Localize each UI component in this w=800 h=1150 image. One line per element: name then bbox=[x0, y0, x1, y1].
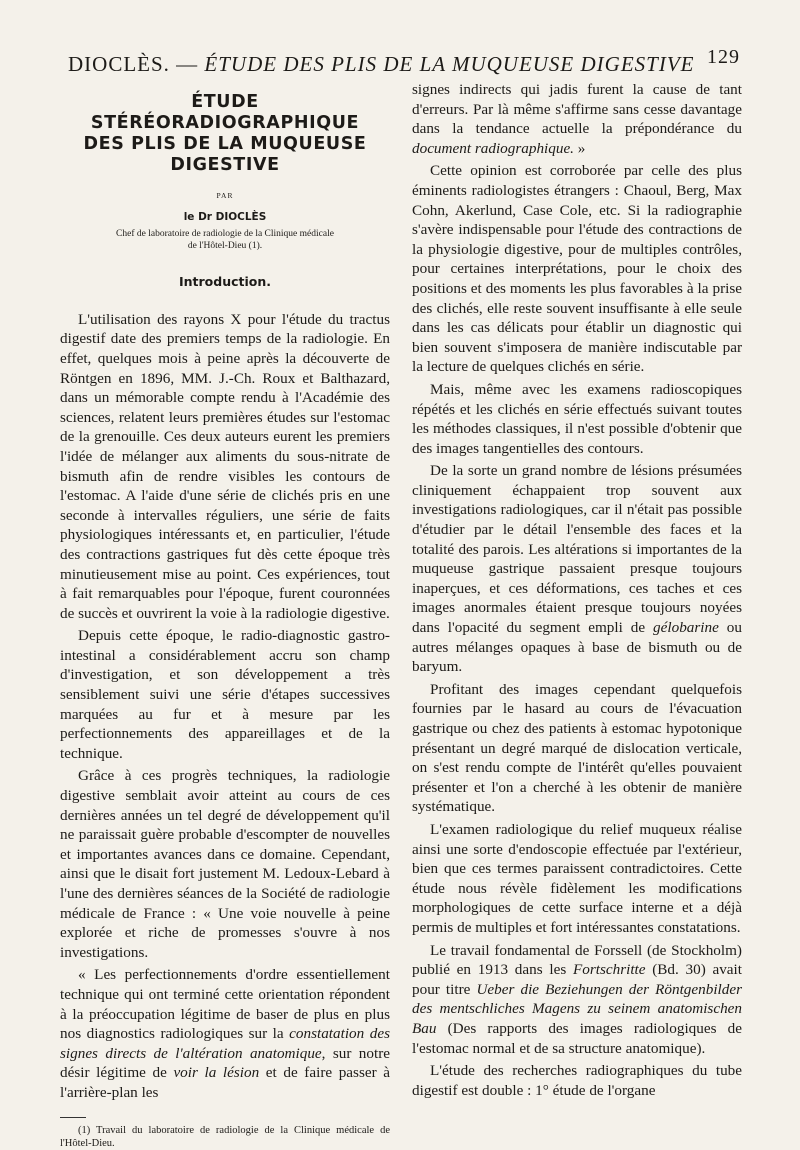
paragraph bbox=[412, 80, 742, 158]
italic-run: Fortschritte bbox=[572, 961, 646, 979]
text-run: signes indirects qui jadis furent la cause de tant d'erreurs. Par là même s'affirme sans cesse davantage dans la tendance actuelle la prépondérance du bbox=[412, 81, 742, 138]
paragraph: L'étude des recherches radiographiques du tube digestif est double : 1° étude de l'organe bbox=[412, 1062, 742, 1099]
text-run: (Bd. 30) avait pour titre bbox=[412, 961, 742, 998]
article-title-line: DIGESTIVE bbox=[170, 155, 280, 175]
italic-run: Ueber die Beziehungen der Röntgenbilder des mentschliches Magens zu seinem anatomischen Bau bbox=[412, 980, 742, 1037]
text-run: De la sorte un grand nombre de lésions présumées cliniquement échappaient trop souvent aux investigations radiologiques, car il n'était pas possible d'étudier par le détail l'ensemble des faces et la totalité des parois. Les altérations si importantes de la muqueuse gastrique passaient presque toujours inaperçues, et ces déformations, ces taches et ces images anormales étaient presque toujours noyées dans l'opacité du segment empli de bbox=[412, 462, 742, 637]
text-run: » bbox=[573, 139, 586, 157]
article-title bbox=[60, 92, 390, 176]
footnote-rule bbox=[60, 1117, 86, 1118]
paragraph bbox=[412, 941, 742, 1059]
left-column bbox=[60, 88, 390, 1150]
footnote: (1) Travail du laboratoire de radiologie de la Clinique médicale de l'Hôtel-Dieu. bbox=[60, 1124, 390, 1149]
article-title-line: ÉTUDE bbox=[191, 92, 259, 112]
text-run: Le travail fondamental de Forssell (de Stockholm) publié en 1913 dans les bbox=[412, 941, 742, 979]
section-heading: Introduction. bbox=[178, 274, 272, 290]
running-head-separator: — bbox=[176, 52, 199, 76]
byline-par: PAR bbox=[216, 191, 234, 200]
italic-run: constatation des signes directs de l'altération anatomique bbox=[60, 1025, 390, 1062]
text-run: (Des rapports des images radiologiques de l'estomac normal et de sa structure anatomique). bbox=[412, 1019, 742, 1057]
paragraph: Grâce à ces progrès techniques, la radiologie digestive semblait avoir atteint au cours de ces dernières années un tel degré de développement qu'il ne paraissait guère probable d'escompter de nouvelles et importantes avances dans ce domaine. Cependant, ainsi que le disait fort justement M. Ledoux-Lebard à l'une des dernières séances de la Société de radiologie médicale de France : « Une voie nouvelle à peine explorée et riche de promesses s'ouvre à nos investigations. bbox=[60, 767, 390, 961]
paragraph bbox=[412, 461, 742, 677]
article-title-line: STÉRÉORADIOGRAPHIQUE bbox=[90, 113, 360, 133]
text-run: « Les perfectionnements d'ordre essentiellement technique qui ont terminé cette orientation répondent à la préoccupation légitime de baser de plus en plus nos diagnostics radiologiques sur la bbox=[60, 966, 390, 1043]
right-column bbox=[412, 80, 742, 1100]
running-head-author: DIOCLÈS. bbox=[68, 52, 170, 76]
running-head bbox=[68, 44, 740, 84]
running-head-article-title: ÉTUDE DES PLIS DE LA MUQUEUSE DIGESTIVE bbox=[204, 52, 695, 76]
page-number: 129 bbox=[707, 46, 740, 68]
italic-run: voir la lésion bbox=[173, 1064, 260, 1082]
article-title-line: DES PLIS DE LA MUQUEUSE bbox=[83, 134, 367, 154]
text-run: et de faire passer à l'arrière-plan les bbox=[60, 1064, 391, 1101]
paragraph: Profitant des images cependant quelquefois fournies par le hasard au cours de l'évacuation gastrique ou chez des patients à estomac hypotonique présentant un degré marqué de dislocation verticale, on s'est rendu compte de l'intérêt qu'elles pouvaient présenter et l'on a cherché à les obtenir de manière systématique. bbox=[412, 680, 742, 816]
paragraph: L'examen radiologique du relief muqueux réalise ainsi une sorte d'endoscopie effectuée par l'extérieur, bien que ces termes paraissent contradictoires. Cette étude nous révèle fidèlement les modifications morphologiques de cette surface interne et a déjà permis de multiples et fort intéressantes constatations. bbox=[412, 820, 742, 936]
text-run: , sur notre désir légitime de bbox=[60, 1044, 390, 1082]
text-run: ou autres mélanges opaques à base de bismuth ou de baryum. bbox=[412, 619, 742, 676]
affiliation-line: de l'Hôtel-Dieu (1). bbox=[187, 241, 263, 252]
paragraph: Cette opinion est corroborée par celle des plus éminents radiologistes étrangers : Chaoul, Berg, Max Cohn, Akerlund, Case Cole, etc. Si la radiographie s'avère indispensable pour l'étude des contractions de la physiologie digestive, pour de multiples contrôles, pour certaines interprétations, pour le choix des positions et des moments les plus favorables à la prise des clichés, elle reste souvent insuffisante à elle seule dans les cas délicats pour établir un diagnostic qui bien souvent s'imposera de manière indiscutable par la lecture de quelques clichés en série. bbox=[412, 162, 742, 376]
paragraph bbox=[60, 965, 390, 1102]
paragraph: Depuis cette époque, le radio-diagnostic gastro-intestinal a considérablement accru son champ d'investigation, et son développement a très sensiblement suivi une série d'étapes successives marquées au fur et à mesure par les perfectionnements des appareillages et de la technique. bbox=[60, 627, 390, 762]
running-head-title bbox=[68, 52, 695, 77]
italic-run: document radiographique. bbox=[412, 139, 574, 157]
italic-run: gélobarine bbox=[653, 619, 719, 637]
article-author: le Dr DIOCLÈS bbox=[183, 210, 267, 223]
affiliation-line: Chef de laboratoire de radiologie de la Clinique médicale bbox=[116, 229, 334, 240]
paragraph: Mais, même avec les examens radioscopiques répétés et les clichés en série effectués suivant toutes les méthodes classiques, il n'est possible d'obtenir que des images tangentielles des contours. bbox=[412, 380, 742, 457]
author-affiliation bbox=[60, 228, 390, 252]
paragraph: L'utilisation des rayons X pour l'étude du tractus digestif date des premiers temps de la radiologie. En effet, quelques mois à peine après la découverte de Röntgen en 1896, MM. J.-Ch. Roux et Balthazard, dans un mémorable compte rendu à l'Académie des sciences, relatent leurs premières études sur l'estomac de la grenouille. Ces deux auteurs eurent les premiers l'idée de mélanger aux aliments du sous-nitrate de bismuth afin de rendre visibles les contours de l'estomac. A l'aide d'une série de clichés pris en une seconde à intervalles réguliers, une série de faits physiologiques intéressants et, en particulier, l'étude des contractions gastriques fut dès cette époque très minutieusement mise au point. Ces expériences, tout à fait remarquables pour l'époque, furent couronnées de succès et ouvrirent la voie à la radiologie digestive. bbox=[60, 310, 390, 622]
